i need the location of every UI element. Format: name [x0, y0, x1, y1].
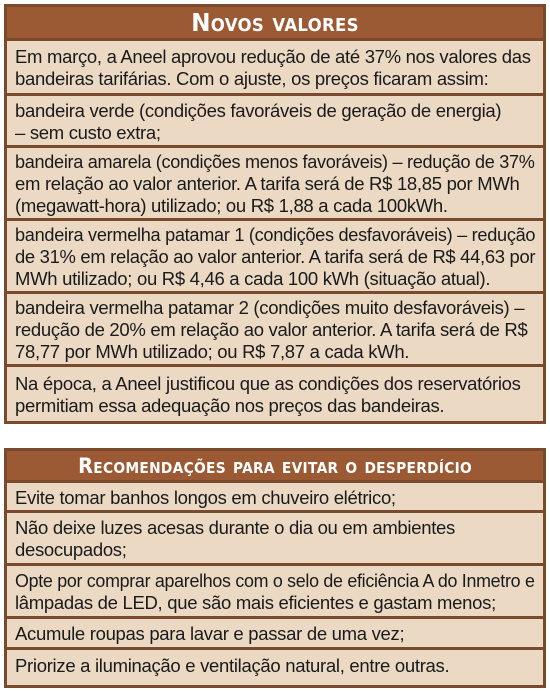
novos-valores-box — [4, 4, 546, 424]
novos-valores-rows — [7, 41, 543, 421]
text-line: – sem custo extra; — [15, 121, 161, 143]
bandeira-amarela-row — [7, 148, 543, 221]
intro-row — [7, 41, 543, 96]
text-line: permitiam essa adequação nos preços das bandeiras. — [15, 395, 445, 416]
text-line: bandeiras tarifárias. Com o ajuste, os preços ficaram assim: — [15, 68, 489, 89]
text-line: desocupados; — [15, 539, 127, 560]
recomendacoes-header — [7, 451, 543, 483]
text-line: 78,77 por MWh utilizado; ou R$ 7,87 a cada kWh. — [15, 341, 410, 362]
justificativa-row — [7, 367, 543, 421]
recomendacao-row — [7, 650, 543, 680]
text-line: redução de 20% em relação ao valor anterior. A tarifa será de R$ — [15, 319, 528, 340]
text-line: Opte por comprar aparelhos com o selo de eficiência A do Inmetro e — [15, 570, 535, 591]
recomendacao-row — [7, 619, 543, 650]
novos-valores-header — [7, 7, 543, 41]
text-line: em relação ao valor anterior. A tarifa será de R$ 18,85 por MWh — [15, 173, 520, 194]
text-line: lâmpadas de LED, que são mais eficientes e gastam menos; — [15, 592, 496, 613]
text-line: bandeira vermelha patamar 1 (condições desfavoráveis) – redução — [15, 224, 536, 245]
recomendacao-row — [7, 566, 543, 619]
text-line: Acumule roupas para lavar e passar de uma vez; — [15, 623, 405, 644]
bandeira-verde-row — [7, 96, 543, 148]
bandeira-vermelha-2-row — [7, 294, 543, 367]
text-line: Priorize a iluminação e ventilação natural, entre outras. — [15, 655, 450, 676]
text-line: Não deixe luzes acesas durante o dia ou em ambientes — [15, 517, 455, 538]
text-line: (megawatt-hora) utilizado; ou R$ 1,88 a cada 100kWh. — [15, 195, 448, 216]
recomendacoes-title: Recomendações para evitar o desperdício — [78, 453, 472, 478]
text-line: Em março, a Aneel aprovou redução de até 37% nos valores das — [15, 46, 531, 67]
recomendacao-row — [7, 513, 543, 566]
text-line: Na época, a Aneel justificou que as condições dos reservatórios — [15, 373, 521, 394]
recomendacoes-box — [4, 448, 546, 688]
text-line: de 31% em relação ao valor anterior. A tarifa será de R$ 44,63 por — [15, 246, 536, 267]
novos-valores-title: Novos valores — [191, 8, 359, 37]
text-line: MWh utilizado; ou R$ 4,46 a cada 100 kWh (situação atual). — [15, 268, 491, 289]
text-line: bandeira amarela (condições menos favoráveis) – redução de 37% — [15, 151, 535, 172]
bandeira-vermelha-1-row — [7, 221, 543, 294]
recomendacao-row — [7, 483, 543, 513]
text-line: bandeira verde (condições favoráveis de geração de energia) — [15, 99, 502, 121]
recomendacoes-rows — [7, 483, 543, 680]
text-line: bandeira vermelha patamar 2 (condições muito desfavoráveis) – — [15, 297, 525, 318]
text-line: Evite tomar banhos longos em chuveiro elétrico; — [15, 486, 396, 508]
